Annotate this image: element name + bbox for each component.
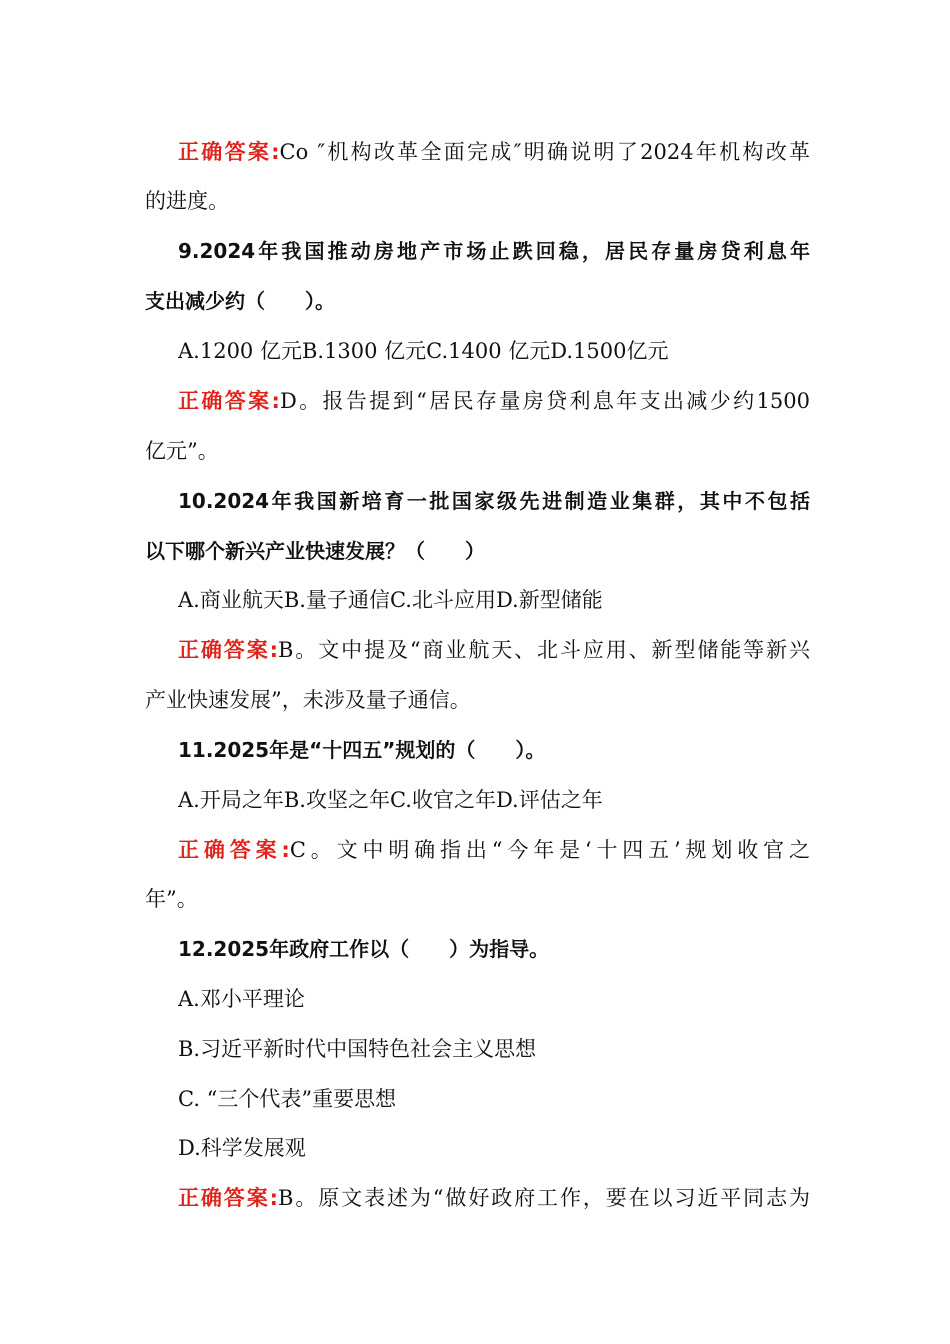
q12-answer-line-1 <box>178 1183 810 1213</box>
q9-answer-line-2: 亿元”。 <box>145 439 219 463</box>
answer-label: 正确答案: <box>178 838 290 862</box>
q10-answer-text: B。文中提及“商业航天、北斗应用、新型储能等新兴 <box>278 638 810 662</box>
q9-question-line-1: 9.2024年我国推动房地产市场止跌回稳，居民存量房贷利息年 <box>178 239 810 263</box>
q12-answer-text: B。原文表述为“做好政府工作，要在以习近平同志为 <box>278 1186 810 1210</box>
q10-question-line-2: 以下哪个新兴产业快速发展？（ ） <box>145 539 485 563</box>
answer-label: 正确答案: <box>178 140 280 164</box>
q12-option-a: A.邓小平理论 <box>178 987 305 1011</box>
q9-answer-text: D。报告提到“居民存量房贷利息年支出减少约1500 <box>279 389 810 413</box>
answer-label: 正确答案: <box>178 1186 279 1210</box>
q11-answer-text: C。文中明确指出“今年是‘十四五’规划收官之 <box>289 838 810 862</box>
answer-label: 正确答案: <box>178 638 279 662</box>
q12-option-c: C. “三个代表”重要思想 <box>178 1087 397 1111</box>
q9-question-line-2: 支出减少约（ ）。 <box>145 289 335 313</box>
q11-question-line-1: 11.2025年是“十四五”规划的（ ）。 <box>178 738 546 762</box>
q9-answer-line-1 <box>178 386 810 416</box>
q9-options: A.1200 亿元B.1300 亿元C.1400 亿元D.1500亿元 <box>178 339 669 363</box>
q8-answer-text: Co ″机构改革全面完成″明确说明了2024年机构改革 <box>279 140 810 164</box>
q11-answer-line-2: 年”。 <box>145 887 198 911</box>
q12-option-b: B.习近平新时代中国特色社会主义思想 <box>178 1037 537 1061</box>
q10-answer-line-2: 产业快速发展”，未涉及量子通信。 <box>145 688 471 712</box>
q11-options: A.开局之年B.攻坚之年C.收官之年D.评估之年 <box>178 788 603 812</box>
q11-answer-line-1 <box>178 835 810 865</box>
q12-option-d: D.科学发展观 <box>178 1136 306 1160</box>
q10-answer-line-1 <box>178 635 810 665</box>
q8-answer-line-1 <box>178 137 810 167</box>
q10-options: A.商业航天B.量子通信C.北斗应用D.新型储能 <box>178 588 603 612</box>
q10-question-line-1: 10.2024年我国新培育一批国家级先进制造业集群，其中不包括 <box>178 489 810 513</box>
q8-answer-line-2: 的进度。 <box>145 189 229 213</box>
q12-question-line-1: 12.2025年政府工作以（ ）为指导。 <box>178 937 550 961</box>
answer-label: 正确答案: <box>178 389 280 413</box>
